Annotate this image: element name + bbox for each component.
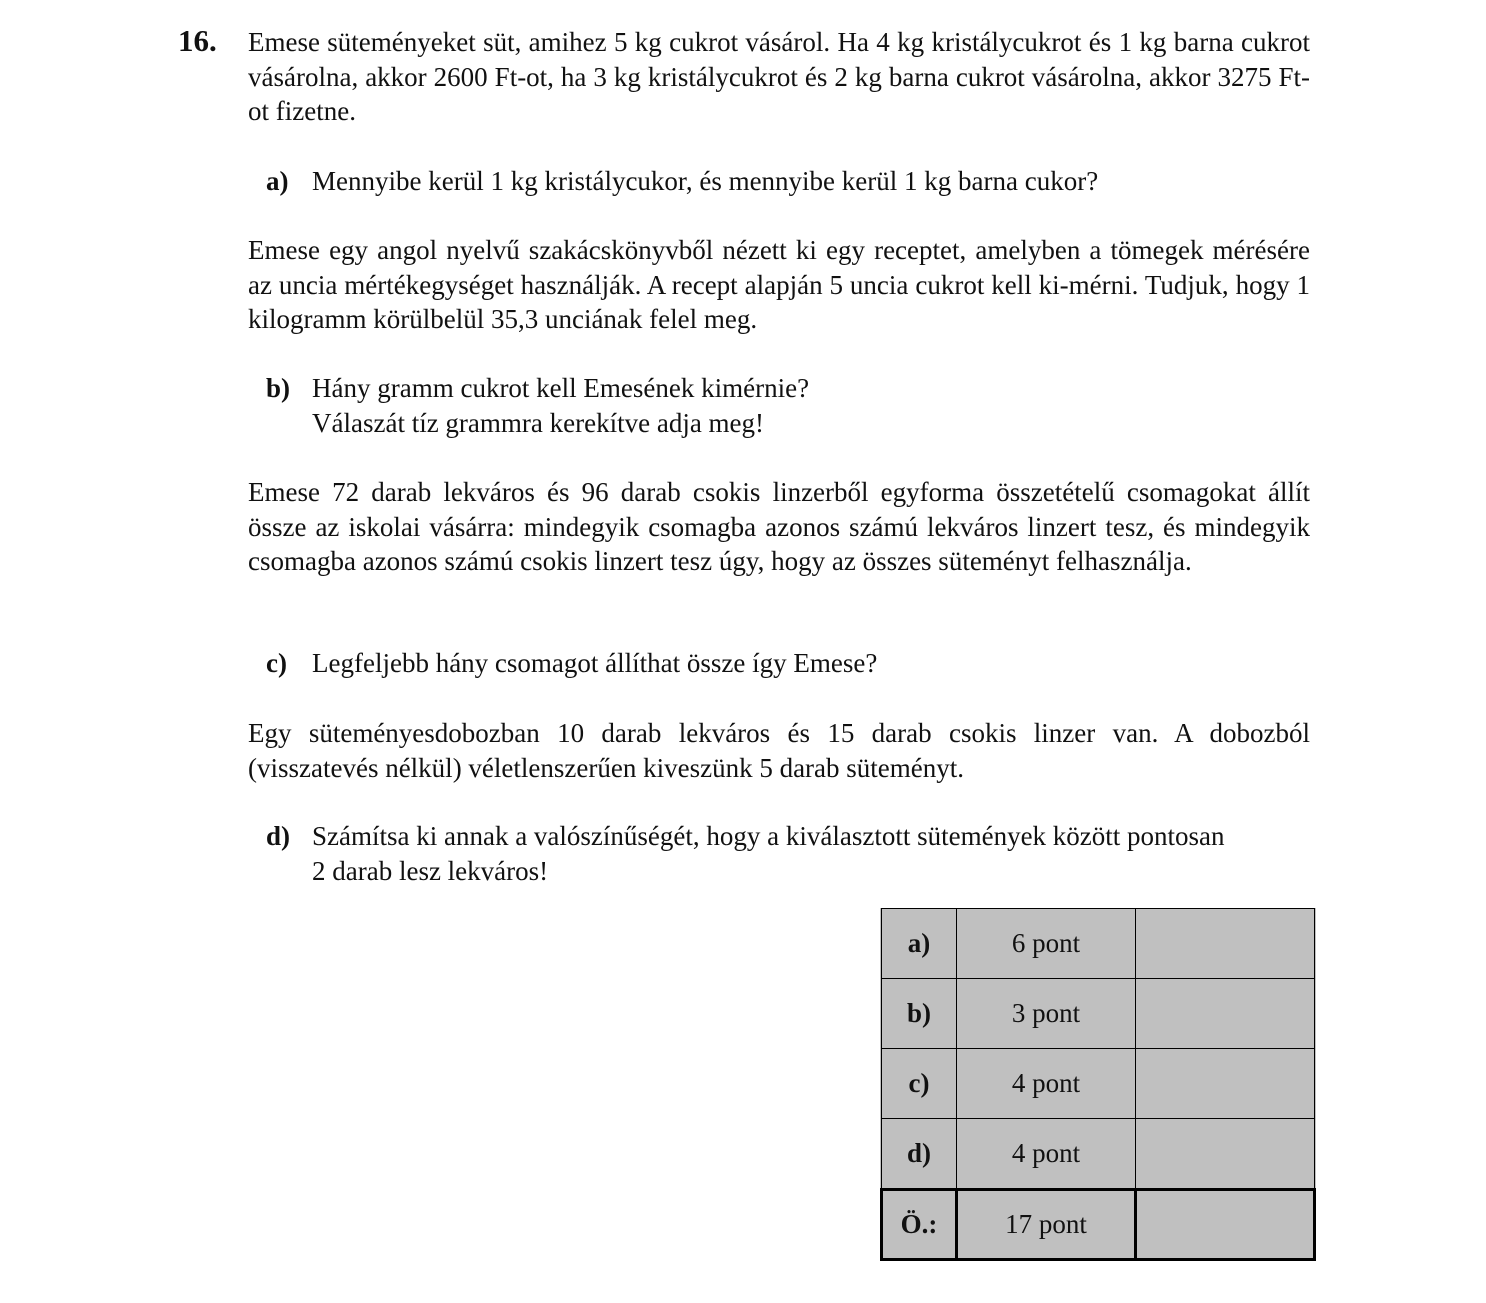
context-d: Egy süteményesdobozban 10 darab lekváros és 15 darab csokis linzer van. A dobozból (visszatevés nélkül) véletlenszerűen kiveszünk 5 darab süteményt. bbox=[248, 718, 1310, 783]
score-total-label: Ö.: bbox=[882, 1190, 957, 1260]
question-c-text: Legfeljebb hány csomagot állíthat össze így Emese? bbox=[312, 648, 878, 678]
score-row bbox=[882, 909, 1315, 979]
question-a-label: a) bbox=[266, 166, 289, 196]
score-row-earned[interactable] bbox=[1136, 1049, 1315, 1119]
score-row-points: 4 pont bbox=[957, 1119, 1136, 1190]
problem-number: 16. bbox=[178, 23, 217, 58]
context-b: Emese egy angol nyelvű szakácskönyvből nézett ki egy receptet, amelyben a tömegek mérésére az uncia mértékegységet használják. A recept alapján 5 uncia cukrot kell ki-mérni. Tudjuk, hogy 1 kilogramm körülbelül 35,3 unciának felel meg. bbox=[248, 235, 1310, 334]
score-row bbox=[882, 1119, 1315, 1190]
question-c bbox=[266, 646, 1310, 681]
score-row-earned[interactable] bbox=[1136, 1119, 1315, 1190]
score-row-earned[interactable] bbox=[1136, 979, 1315, 1049]
score-row-points: 4 pont bbox=[957, 1049, 1136, 1119]
score-total-points: 17 pont bbox=[957, 1190, 1136, 1260]
question-d-label: d) bbox=[266, 821, 291, 851]
score-table bbox=[880, 908, 1316, 1261]
question-c-label: c) bbox=[266, 648, 287, 678]
score-row-points: 3 pont bbox=[957, 979, 1136, 1049]
context-c: Emese 72 darab lekváros és 96 darab csokis linzerből egyforma összetételű csomagokat állít össze az iskolai vásárra: mindegyik csomagba azonos számú lekváros linzert tesz, és mindegyik csomagba azonos számú csokis linzert tesz úgy, hogy az összes süteményt felhasználja. bbox=[248, 477, 1310, 576]
problem-intro: Emese süteményeket süt, amihez 5 kg cukrot vásárol. Ha 4 kg kristálycukrot és 1 kg barna cukrot vásárolna, akkor 2600 Ft-ot, ha 3 kg kristálycukrot és 2 kg barna cukrot vásárolna, akkor 3275 Ft-ot fizetne. bbox=[248, 27, 1310, 126]
score-row-label: d) bbox=[882, 1119, 957, 1190]
score-row-label: a) bbox=[882, 909, 957, 979]
score-row-label: c) bbox=[882, 1049, 957, 1119]
question-b-line2: Válaszát tíz grammra kerekítve adja meg! bbox=[312, 407, 765, 438]
score-row bbox=[882, 979, 1315, 1049]
question-a-text: Mennyibe kerül 1 kg kristálycukor, és mennyibe kerül 1 kg barna cukor? bbox=[312, 166, 1099, 196]
question-b-line1: Hány gramm cukrot kell Emesének kimérnie? bbox=[312, 373, 810, 403]
score-row-label: b) bbox=[882, 979, 957, 1049]
question-b bbox=[266, 371, 1310, 440]
question-b-label: b) bbox=[266, 373, 291, 403]
score-row-points: 6 pont bbox=[957, 909, 1136, 979]
question-d-line2: 2 darab lesz lekváros! bbox=[312, 855, 549, 886]
score-row-earned[interactable] bbox=[1136, 909, 1315, 979]
score-row bbox=[882, 1049, 1315, 1119]
question-d bbox=[266, 819, 1310, 888]
question-d-line1: Számítsa ki annak a valószínűségét, hogy a kiválasztott sütemények között pontosan bbox=[312, 821, 1225, 851]
score-total-earned[interactable] bbox=[1136, 1190, 1315, 1260]
question-a bbox=[266, 164, 1310, 199]
score-total-row bbox=[882, 1190, 1315, 1260]
